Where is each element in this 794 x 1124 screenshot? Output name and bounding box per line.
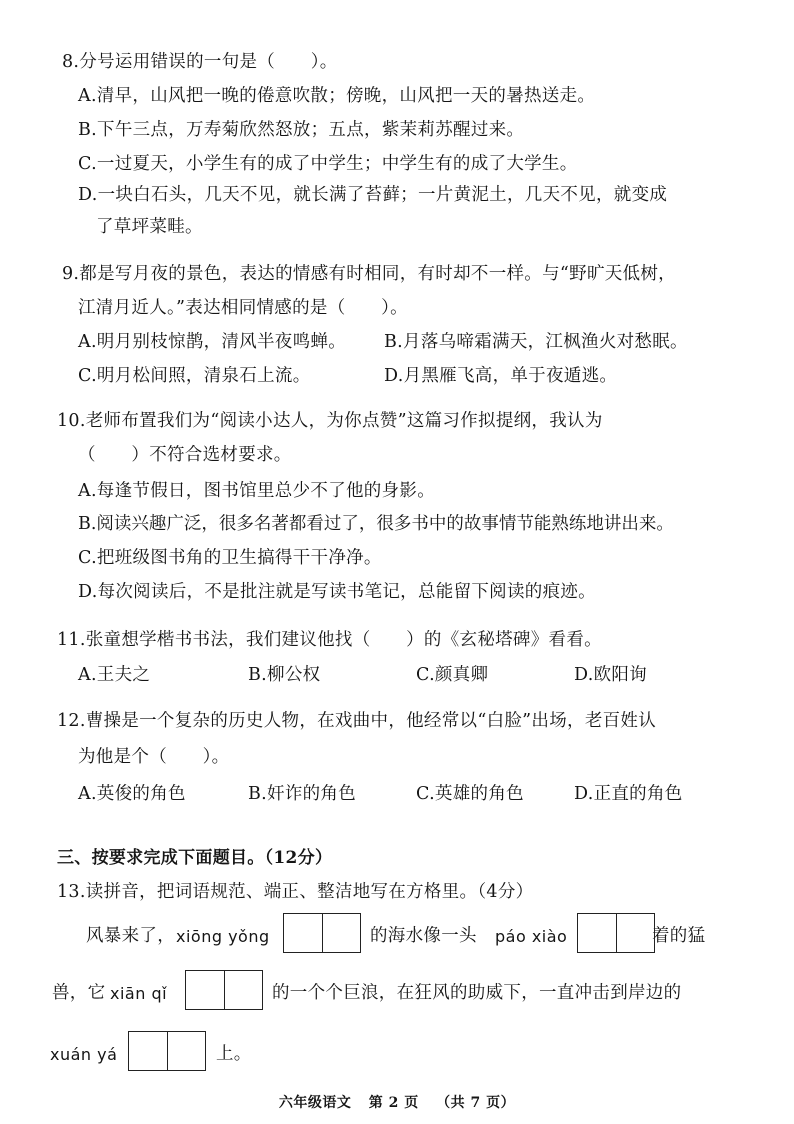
q10-stem-line1: 10.老师布置我们为“阅读小达人，为你点赞”这篇习作拟提纲，我认为	[57, 411, 603, 431]
q8-option-a: A.清早，山风把一晚的倦意吹散；傍晚，山风把一天的暑热送走。	[78, 86, 596, 106]
q12-option-d: D.正直的角色	[574, 784, 683, 804]
q12-option-c: C.英雄的角色	[416, 784, 524, 804]
q12-option-b: B.奸诈的角色	[248, 784, 357, 804]
section-3-heading: 三、按要求完成下面题目。（12分）	[57, 848, 333, 868]
q11-stem: 11.张童想学楷书书法，我们建议他找（ ）的《玄秘塔碑》看看。	[57, 630, 602, 650]
q9-stem-line2: 江清月近人。”表达相同情感的是（ ）。	[78, 298, 408, 318]
writing-grid-pao-xiao[interactable]	[577, 913, 655, 953]
q11-option-d: D.欧阳询	[574, 665, 647, 685]
q8-option-d-line2: 了草坪菜畦。	[96, 217, 203, 237]
page-footer	[0, 1092, 794, 1112]
q10-option-d: D.每次阅读后，不是批注就是写读书笔记，总能留下阅读的痕迹。	[78, 582, 596, 602]
writing-grid-xuan-ya[interactable]	[128, 1031, 206, 1071]
q9-option-a: A.明月别枝惊鹊，清风半夜鸣蝉。	[78, 332, 346, 352]
q13-text-2a: 兽，它	[52, 983, 106, 1003]
q13-text-2b: 的一个个巨浪，在狂风的助威下，一直冲击到岸边的	[272, 983, 682, 1003]
writing-cell[interactable]	[129, 1032, 167, 1070]
pinyin-xiong-yong: xiōng yǒng	[176, 927, 270, 946]
q12-stem-line1: 12.曹操是一个复杂的历史人物，在戏曲中，他经常以“白脸”出场，老百姓认	[57, 711, 657, 731]
q11-option-b: B.柳公权	[248, 665, 321, 685]
q8-option-d-line1: D.一块白石头，几天不见，就长满了苔藓；一片黄泥土，几天不见，就变成	[78, 185, 668, 205]
q11-option-a: A.王夫之	[78, 665, 151, 685]
q11-option-c: C.颜真卿	[416, 665, 489, 685]
writing-cell[interactable]	[578, 914, 616, 952]
q10-option-c: C.把班级图书角的卫生搞得干干净净。	[78, 548, 382, 568]
q10-option-a: A.每逢节假日，图书馆里总少不了他的身影。	[78, 481, 435, 501]
q13-stem: 13.读拼音，把词语规范、端正、整洁地写在方格里。（4分）	[57, 882, 534, 902]
writing-cell[interactable]	[322, 914, 360, 952]
pinyin-xuan-ya: xuán yá	[50, 1045, 118, 1064]
footer-total-pages: （共 7 页）	[436, 1095, 516, 1111]
pinyin-pao-xiao: páo xiào	[495, 927, 568, 946]
writing-cell[interactable]	[224, 971, 262, 1009]
writing-grid-xiong-yong[interactable]	[283, 913, 361, 953]
q10-stem-line2: （ ）不符合选材要求。	[78, 445, 292, 465]
writing-cell[interactable]	[284, 914, 322, 952]
writing-cell[interactable]	[616, 914, 654, 952]
writing-cell[interactable]	[186, 971, 224, 1009]
q13-text-3b: 上。	[216, 1044, 252, 1064]
q8-stem: 8.分号运用错误的一句是（ ）。	[62, 52, 338, 72]
footer-page-number: 第 2 页	[368, 1095, 419, 1111]
q12-option-a: A.英俊的角色	[78, 784, 186, 804]
footer-subject: 六年级语文	[278, 1095, 352, 1111]
q13-text-1a: 风暴来了，	[86, 926, 175, 946]
q13-text-1c: 着的猛	[652, 926, 706, 946]
writing-cell[interactable]	[167, 1032, 205, 1070]
writing-grid-xian-qi[interactable]	[185, 970, 263, 1010]
q8-option-b: B.下午三点，万寿菊欣然怒放；五点，紫茉莉苏醒过来。	[78, 120, 525, 140]
q10-option-b: B.阅读兴趣广泛，很多名著都看过了，很多书中的故事情节能熟练地讲出来。	[78, 514, 674, 534]
q9-stem-line1: 9.都是写月夜的景色，表达的情感有时相同，有时却不一样。与“野旷天低树，	[62, 264, 676, 284]
q8-option-c: C.一过夏天，小学生有的成了中学生；中学生有的成了大学生。	[78, 154, 578, 174]
q13-text-1b: 的海水像一头	[370, 926, 477, 946]
q9-option-c: C.明月松间照，清泉石上流。	[78, 366, 311, 386]
q9-option-b: B.月落乌啼霜满天，江枫渔火对愁眠。	[384, 332, 688, 352]
q12-stem-line2: 为他是个（ ）。	[78, 747, 230, 767]
pinyin-xian-qi: xiān qǐ	[110, 984, 168, 1003]
q9-option-d: D.月黑雁飞高，单于夜遁逃。	[384, 366, 618, 386]
